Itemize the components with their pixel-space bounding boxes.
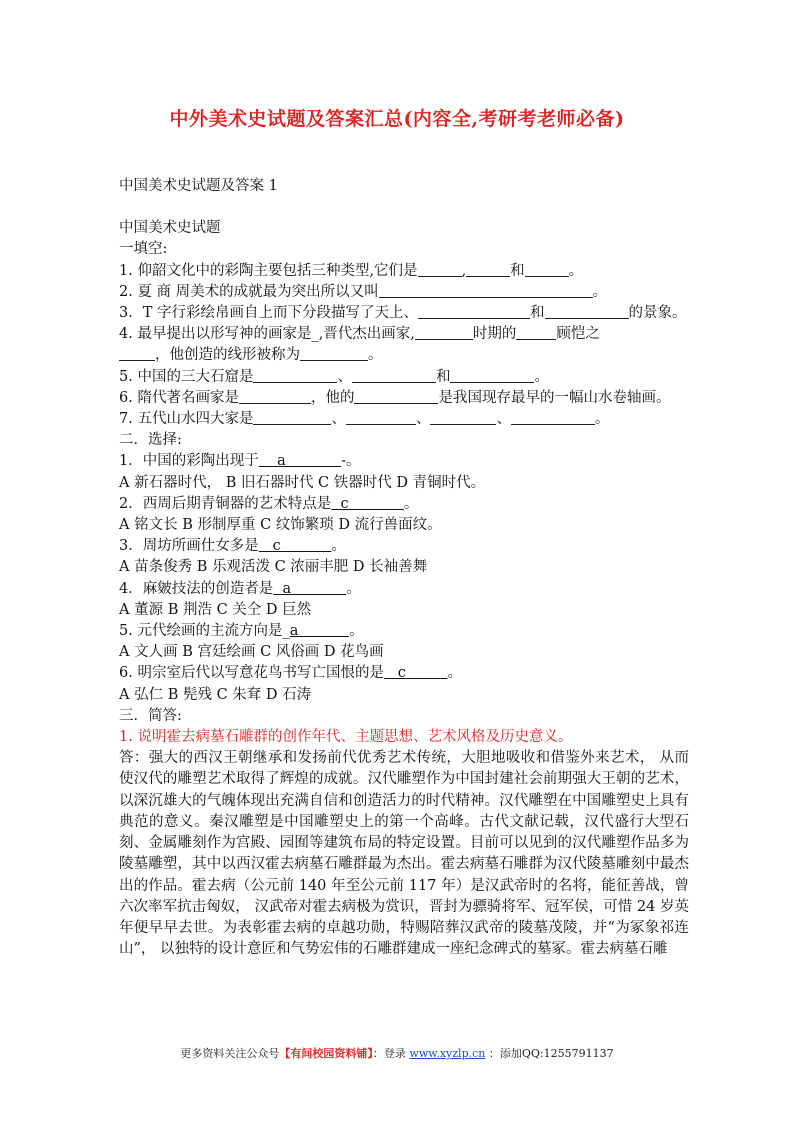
answer-blank (545, 304, 629, 319)
choice-question-5: 5. 元代绘画的主流方向是_a 。 (119, 623, 364, 640)
fill-heading: 一填空: (119, 241, 168, 258)
answer-value: a (277, 453, 286, 470)
answer-value: c (340, 495, 349, 512)
answer-value: c (397, 665, 406, 682)
page-footer: 更多资料关注公众号【有间校园资料铺】：登录 www.xyzlp.cn ：添加QQ:1255791137 (180, 1047, 614, 1060)
fill-question-2: 2. 夏 商 周美术的成就最为突出所以又叫 。 (119, 283, 608, 300)
choice-options-4: A 董源 B 荆浩 C 关仝 D 巨然 (119, 601, 312, 618)
answer-blank (418, 304, 530, 319)
choice-options-5: A 文人画 B 宫廷绘画 C 风俗画 D 花鸟画 (119, 644, 384, 661)
choice-heading: 二．选择: (119, 432, 182, 449)
short-answer-1: 答：强大的西汉王朝继承和发扬前代优秀艺术传统，大胆地吸收和借鉴外来艺术， 从而使汉代的雕塑艺术取得了辉煌的成就。汉代雕塑作为中国封建社会前期强大王朝的艺术，以深沉雄大的气魄体现出充满自信和创造活力的时代精神。汉代雕塑在中国雕塑史上具有典范的意义。秦汉雕塑是中国雕塑史上的第一个高峰。古代文献记载，汉代盛行大型石刻、金属雕刻作为宫殿、园囿等建筑布局的特定设置。目前可以见到的汉代雕塑作品多为陵墓雕塑，其中以西汉霍去病墓石雕群最为杰出。霍去病墓石雕群为汉代陵墓雕刻中最杰出的作品。霍去病（公元前 140 年至公元前 117 年）是汉武帝时的名将，能征善战，曾六次率军抗击匈奴， 汉武帝对霍去病极为赏识，晋封为骠骑将军、冠军侯，可惜 24 岁英年便早早去世。为表彰霍去病的卓越功勋，特赐陪葬汉武帝的陵墓茂陵，并“为冢象祁连山”， 以独特的设计意匠和气势宏伟的石雕群建成一座纪念碑式的墓冢。霍去病墓石雕 (119, 750, 689, 958)
fill-question-4: 4. 最早提出以形写神的画家是_,晋代杰出画家, 时期的 顾恺之 ，他创造的线形被称为 。 (119, 326, 600, 364)
subtitle: 中国美术史试题及答案 1 (119, 178, 278, 194)
answer-blank (253, 368, 337, 383)
fill-question-7: 7. 五代山水四大家是 、 、 、 。 (119, 411, 610, 428)
choice-question-3: 3．周坊所画仕女多是 c 。 (119, 538, 346, 555)
choice-question-6: 6. 明宗室后代以写意花鸟书写亡国恨的是 c 。 (119, 665, 462, 682)
answer-blank (253, 410, 331, 425)
answer-blank (352, 368, 436, 383)
choice-options-6: A 弘仁 B 髡残 C 朱耷 D 石涛 (119, 686, 312, 703)
document-body (119, 176, 689, 960)
answer-blank (418, 262, 462, 277)
answer-blank (525, 262, 569, 277)
choice-question-4: 4．麻皴技法的创造者是 a 。 (119, 580, 361, 597)
answer-blank (415, 325, 473, 340)
choice-options-1: A 新石器时代， B 旧石器时代 C 铁器时代 D 青铜时代。 (119, 474, 486, 491)
fill-question-5: 5. 中国的三大石窟是 、 和 。 (119, 368, 549, 385)
answer-blank (300, 346, 368, 361)
answer-value: a (282, 580, 292, 597)
answer-blank (516, 325, 556, 340)
fill-question-1: 1. 仰韶文化中的彩陶主要包括三种类型,它们是 , 和 。 (119, 262, 584, 279)
short-question-1: 1. 说明霍去病墓石雕群的创作年代、主题思想、艺术风格及历史意义。 (119, 729, 573, 746)
choice-question-2: 2．西周后期青铜器的艺术特点是 c 。 (119, 495, 419, 512)
fill-question-6: 6. 隋代著名画家是 ，他的 是我国现存最早的一幅山水卷轴画。 (119, 389, 671, 406)
answer-blank (430, 410, 496, 425)
choice-options-3: A 苗条俊秀 B 乐观活泼 C 浓丽丰肥 D 长袖善舞 (119, 559, 428, 576)
footer-brand: 【有间校园资料铺】 (279, 1047, 373, 1060)
answer-blank (346, 410, 416, 425)
short-heading: 三．简答: (119, 707, 182, 724)
answer-blank (354, 389, 438, 404)
answer-blank (379, 283, 593, 298)
answer-blank (239, 389, 311, 404)
choice-options-2: A 铭文长 B 形制厚重 C 纹饰繁琐 D 流行兽面纹。 (119, 517, 442, 534)
answer-blank (466, 262, 510, 277)
answer-blank (119, 346, 155, 361)
footer-website-link[interactable]: www.xyzlp.cn (409, 1047, 486, 1060)
answer-value: a (289, 623, 299, 640)
section-title: 中国美术史试题 (119, 220, 221, 237)
choice-question-1: 1．中国的彩陶出现于 a -。 (119, 453, 361, 470)
answer-value: c (272, 538, 281, 555)
answer-blank (511, 410, 595, 425)
document-title: 中外美术史试题及答案汇总(内容全,考研考老师必备) (169, 108, 625, 130)
answer-blank (450, 368, 534, 383)
fill-question-3: 3．T 字行彩绘帛画自上而下分段描写了天上、 和 的景象。 (119, 305, 687, 322)
